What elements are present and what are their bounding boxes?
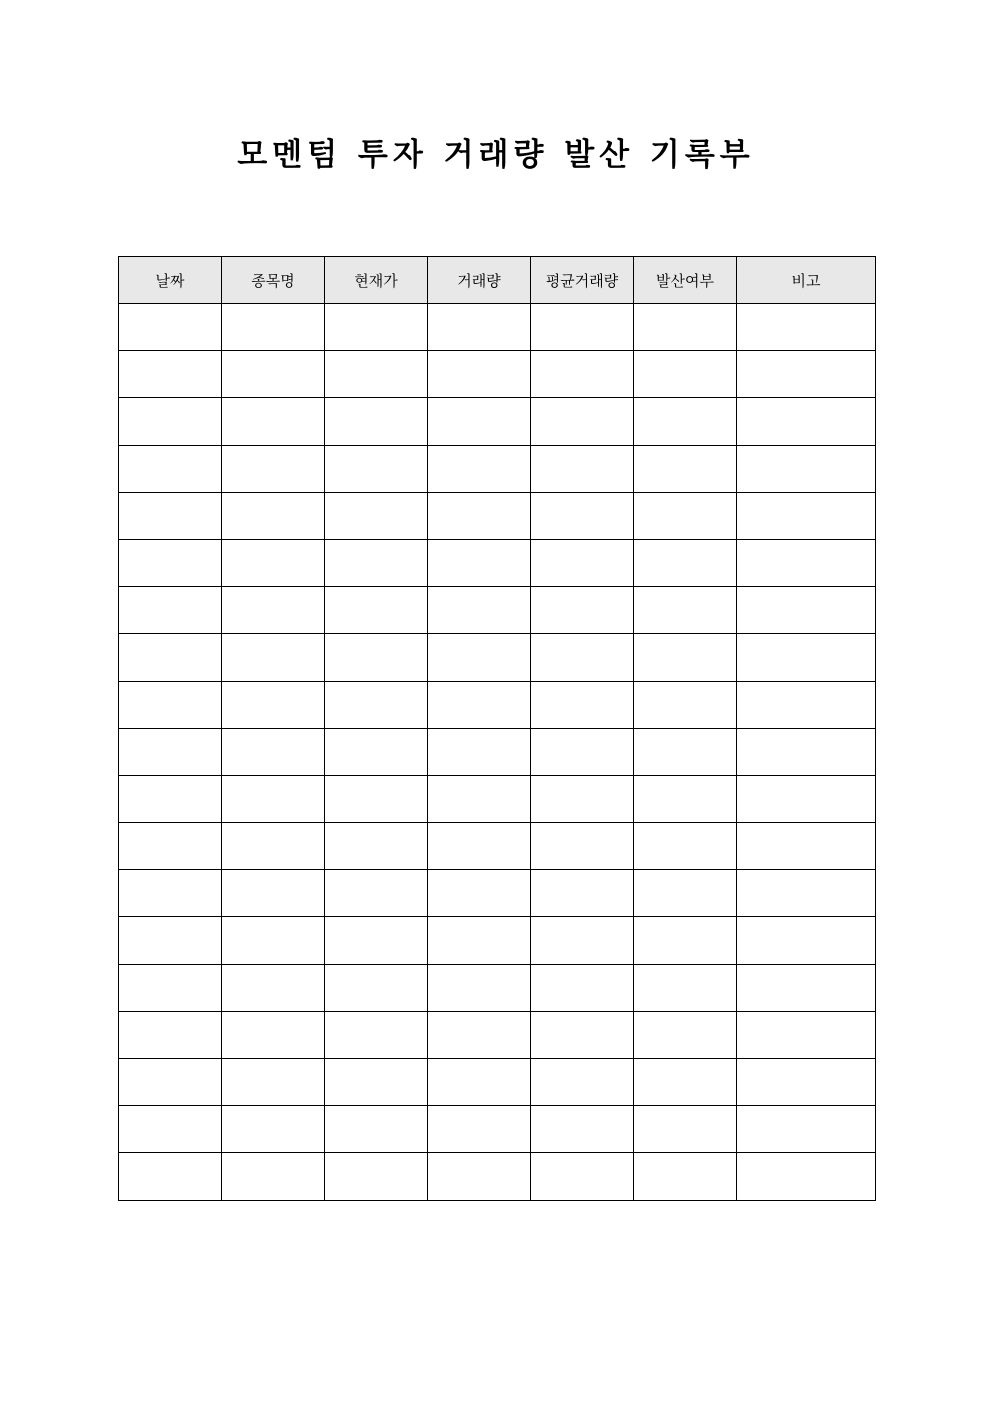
cell-stock-name[interactable] (222, 1106, 325, 1153)
cell-volume[interactable] (428, 304, 531, 351)
cell-current-price[interactable] (325, 1153, 428, 1200)
cell-remarks[interactable] (737, 1059, 876, 1106)
column-header-remarks: 비고 (737, 257, 876, 304)
cell-volume[interactable] (428, 1106, 531, 1153)
cell-date[interactable] (119, 775, 222, 822)
cell-remarks[interactable] (737, 917, 876, 964)
cell-divergence[interactable] (634, 870, 737, 917)
table-row (119, 681, 876, 728)
cell-current-price[interactable] (325, 728, 428, 775)
cell-current-price[interactable] (325, 681, 428, 728)
cell-remarks[interactable] (737, 304, 876, 351)
cell-volume[interactable] (428, 351, 531, 398)
cell-date[interactable] (119, 728, 222, 775)
cell-average-volume[interactable] (531, 492, 634, 539)
table-body (119, 304, 876, 1201)
table-row (119, 1059, 876, 1106)
cell-average-volume[interactable] (531, 964, 634, 1011)
cell-remarks[interactable] (737, 775, 876, 822)
cell-divergence[interactable] (634, 634, 737, 681)
cell-average-volume[interactable] (531, 304, 634, 351)
cell-volume[interactable] (428, 964, 531, 1011)
cell-divergence[interactable] (634, 1153, 737, 1200)
cell-stock-name[interactable] (222, 1011, 325, 1058)
cell-stock-name[interactable] (222, 351, 325, 398)
cell-current-price[interactable] (325, 304, 428, 351)
cell-date[interactable] (119, 398, 222, 445)
record-table (118, 256, 876, 1201)
cell-divergence[interactable] (634, 1011, 737, 1058)
table-row (119, 587, 876, 634)
cell-current-price[interactable] (325, 351, 428, 398)
cell-volume[interactable] (428, 870, 531, 917)
cell-current-price[interactable] (325, 775, 428, 822)
table-row (119, 634, 876, 681)
cell-average-volume[interactable] (531, 775, 634, 822)
cell-divergence[interactable] (634, 1106, 737, 1153)
cell-average-volume[interactable] (531, 1106, 634, 1153)
cell-volume[interactable] (428, 681, 531, 728)
cell-stock-name[interactable] (222, 728, 325, 775)
cell-remarks[interactable] (737, 681, 876, 728)
cell-stock-name[interactable] (222, 304, 325, 351)
cell-remarks[interactable] (737, 1153, 876, 1200)
column-header-date: 날짜 (119, 257, 222, 304)
document-title: 모멘텀 투자 거래량 발산 기록부 (237, 137, 755, 173)
cell-current-price[interactable] (325, 870, 428, 917)
cell-current-price[interactable] (325, 823, 428, 870)
cell-current-price[interactable] (325, 587, 428, 634)
cell-volume[interactable] (428, 445, 531, 492)
cell-current-price[interactable] (325, 964, 428, 1011)
table-row (119, 775, 876, 822)
cell-average-volume[interactable] (531, 823, 634, 870)
cell-average-volume[interactable] (531, 1059, 634, 1106)
cell-average-volume[interactable] (531, 539, 634, 586)
cell-divergence[interactable] (634, 587, 737, 634)
cell-stock-name[interactable] (222, 1153, 325, 1200)
table-row (119, 304, 876, 351)
cell-divergence[interactable] (634, 351, 737, 398)
cell-remarks[interactable] (737, 587, 876, 634)
cell-date[interactable] (119, 870, 222, 917)
cell-remarks[interactable] (737, 870, 876, 917)
cell-average-volume[interactable] (531, 917, 634, 964)
cell-average-volume[interactable] (531, 634, 634, 681)
cell-date[interactable] (119, 445, 222, 492)
cell-current-price[interactable] (325, 539, 428, 586)
cell-stock-name[interactable] (222, 917, 325, 964)
cell-current-price[interactable] (325, 1059, 428, 1106)
table-row (119, 398, 876, 445)
cell-volume[interactable] (428, 634, 531, 681)
cell-date[interactable] (119, 539, 222, 586)
table-row (119, 445, 876, 492)
table-header-row (119, 257, 876, 304)
table-row (119, 492, 876, 539)
cell-volume[interactable] (428, 728, 531, 775)
cell-date[interactable] (119, 1106, 222, 1153)
table-row (119, 823, 876, 870)
cell-average-volume[interactable] (531, 1153, 634, 1200)
cell-volume[interactable] (428, 1059, 531, 1106)
column-header-average-volume: 평균거래량 (531, 257, 634, 304)
cell-divergence[interactable] (634, 398, 737, 445)
cell-remarks[interactable] (737, 823, 876, 870)
cell-divergence[interactable] (634, 681, 737, 728)
cell-date[interactable] (119, 1011, 222, 1058)
cell-current-price[interactable] (325, 445, 428, 492)
cell-current-price[interactable] (325, 492, 428, 539)
cell-date[interactable] (119, 1153, 222, 1200)
cell-date[interactable] (119, 351, 222, 398)
cell-remarks[interactable] (737, 634, 876, 681)
table-row (119, 870, 876, 917)
cell-remarks[interactable] (737, 728, 876, 775)
cell-stock-name[interactable] (222, 964, 325, 1011)
cell-date[interactable] (119, 681, 222, 728)
cell-volume[interactable] (428, 587, 531, 634)
cell-stock-name[interactable] (222, 1059, 325, 1106)
cell-divergence[interactable] (634, 775, 737, 822)
table-row (119, 1153, 876, 1200)
cell-volume[interactable] (428, 398, 531, 445)
table-row (119, 1106, 876, 1153)
cell-remarks[interactable] (737, 398, 876, 445)
table-row (119, 964, 876, 1011)
cell-remarks[interactable] (737, 492, 876, 539)
cell-volume[interactable] (428, 492, 531, 539)
cell-volume[interactable] (428, 917, 531, 964)
cell-current-price[interactable] (325, 917, 428, 964)
cell-average-volume[interactable] (531, 445, 634, 492)
cell-divergence[interactable] (634, 492, 737, 539)
column-header-divergence: 발산여부 (634, 257, 737, 304)
cell-current-price[interactable] (325, 398, 428, 445)
cell-stock-name[interactable] (222, 775, 325, 822)
cell-stock-name[interactable] (222, 492, 325, 539)
cell-divergence[interactable] (634, 728, 737, 775)
cell-remarks[interactable] (737, 964, 876, 1011)
cell-remarks[interactable] (737, 1011, 876, 1058)
cell-divergence[interactable] (634, 1059, 737, 1106)
cell-stock-name[interactable] (222, 539, 325, 586)
cell-remarks[interactable] (737, 445, 876, 492)
cell-divergence[interactable] (634, 823, 737, 870)
cell-remarks[interactable] (737, 539, 876, 586)
table-row (119, 917, 876, 964)
cell-volume[interactable] (428, 539, 531, 586)
cell-divergence[interactable] (634, 964, 737, 1011)
cell-date[interactable] (119, 964, 222, 1011)
cell-date[interactable] (119, 634, 222, 681)
cell-divergence[interactable] (634, 539, 737, 586)
cell-volume[interactable] (428, 1153, 531, 1200)
cell-stock-name[interactable] (222, 634, 325, 681)
table-row (119, 728, 876, 775)
table-row (119, 539, 876, 586)
cell-stock-name[interactable] (222, 870, 325, 917)
cell-stock-name[interactable] (222, 398, 325, 445)
cell-average-volume[interactable] (531, 398, 634, 445)
cell-stock-name[interactable] (222, 445, 325, 492)
table-row (119, 351, 876, 398)
cell-divergence[interactable] (634, 445, 737, 492)
cell-divergence[interactable] (634, 917, 737, 964)
cell-date[interactable] (119, 492, 222, 539)
cell-average-volume[interactable] (531, 870, 634, 917)
cell-stock-name[interactable] (222, 587, 325, 634)
cell-stock-name[interactable] (222, 823, 325, 870)
cell-divergence[interactable] (634, 304, 737, 351)
table-row (119, 1011, 876, 1058)
cell-volume[interactable] (428, 823, 531, 870)
cell-volume[interactable] (428, 1011, 531, 1058)
cell-current-price[interactable] (325, 1011, 428, 1058)
column-header-current-price: 현재가 (325, 257, 428, 304)
cell-average-volume[interactable] (531, 1011, 634, 1058)
column-header-stock-name: 종목명 (222, 257, 325, 304)
cell-stock-name[interactable] (222, 681, 325, 728)
cell-current-price[interactable] (325, 1106, 428, 1153)
cell-date[interactable] (119, 304, 222, 351)
cell-remarks[interactable] (737, 351, 876, 398)
cell-date[interactable] (119, 1059, 222, 1106)
cell-average-volume[interactable] (531, 728, 634, 775)
cell-average-volume[interactable] (531, 351, 634, 398)
cell-volume[interactable] (428, 775, 531, 822)
cell-date[interactable] (119, 917, 222, 964)
cell-date[interactable] (119, 823, 222, 870)
cell-average-volume[interactable] (531, 681, 634, 728)
column-header-volume: 거래량 (428, 257, 531, 304)
cell-average-volume[interactable] (531, 587, 634, 634)
cell-date[interactable] (119, 587, 222, 634)
cell-remarks[interactable] (737, 1106, 876, 1153)
cell-current-price[interactable] (325, 634, 428, 681)
